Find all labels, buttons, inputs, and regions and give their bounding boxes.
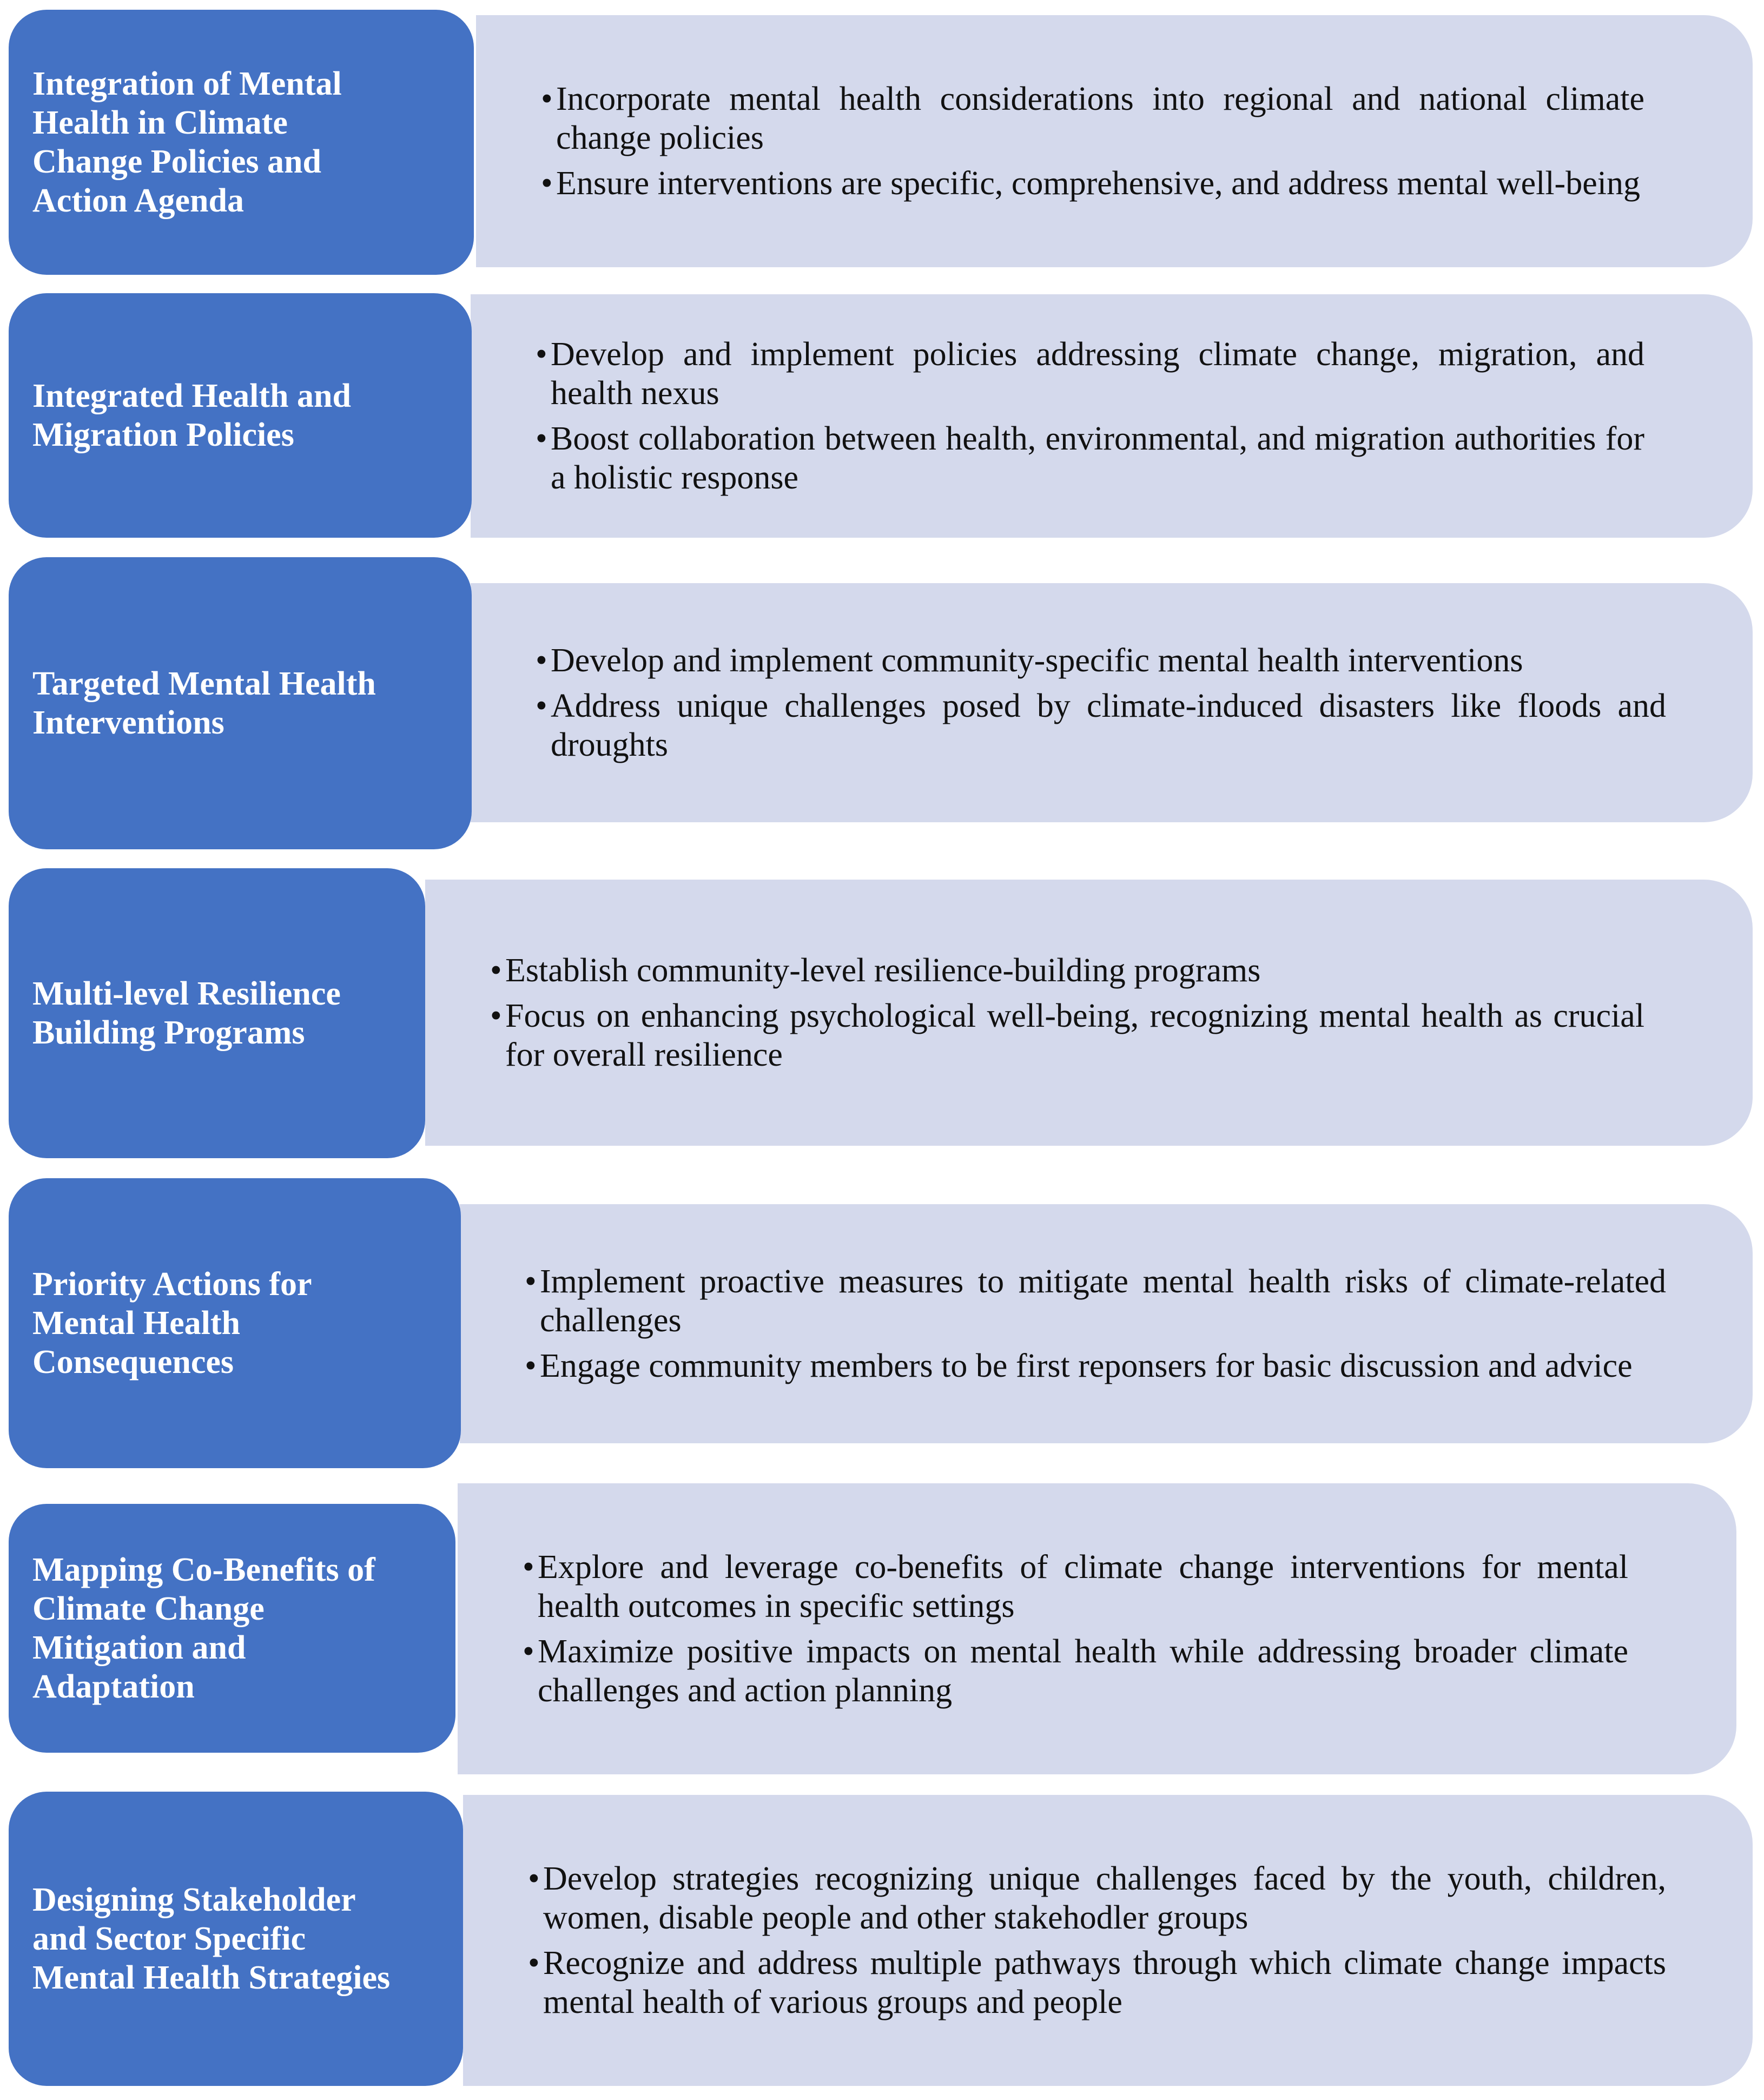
strategy-title-box-2 bbox=[9, 293, 472, 538]
bullet-marker: • bbox=[541, 81, 553, 117]
bullet-item: • Incorporate mental health considerations into regional and national climate change policies bbox=[541, 81, 1644, 156]
strategy-title-box-4 bbox=[9, 868, 425, 1158]
bullet-marker: • bbox=[490, 952, 502, 989]
strategy-title-box-6 bbox=[9, 1504, 455, 1753]
bullet-marker: • bbox=[536, 688, 547, 724]
strategy-title-box-5 bbox=[9, 1178, 461, 1468]
strategy-title-7: Designing Stakeholder and Sector Specific Mental Health Strategies bbox=[32, 1881, 391, 1996]
bullet-item: • Establish community-level resilience-building programs bbox=[490, 952, 1261, 989]
bullet-item: • Develop and implement community-specific mental health interventions bbox=[536, 642, 1523, 679]
bullet-item: • Explore and leverage co-benefits of climate change interventions for mental health outcomes in specific settings bbox=[523, 1549, 1628, 1624]
strategy-title-6: Mapping Co-Benefits of Climate Change Mitigation and Adaptation bbox=[32, 1551, 375, 1705]
bullet-item: • Boost collaboration between health, environmental, and migration authorities for a holistic response bbox=[536, 420, 1644, 496]
strategy-details-box-7 bbox=[463, 1795, 1753, 2086]
bullet-marker: • bbox=[536, 336, 547, 373]
strategy-title-box-3 bbox=[9, 557, 472, 849]
bullet-marker: • bbox=[490, 998, 502, 1034]
bullet-item: • Recognize and address multiple pathways through which climate change impacts mental health of various groups and people bbox=[528, 1945, 1666, 2020]
bullet-marker: • bbox=[536, 642, 547, 679]
bullet-marker: • bbox=[536, 420, 547, 457]
strategy-title-2: Integrated Health and Migration Policies bbox=[32, 378, 351, 453]
bullet-item: • Maximize positive impacts on mental health while addressing broader climate challenges and action planning bbox=[523, 1633, 1628, 1709]
strategy-title-3: Targeted Mental Health Interventions bbox=[32, 665, 376, 741]
strategy-details-box-2 bbox=[471, 294, 1753, 538]
strategy-details-box-3 bbox=[471, 583, 1753, 822]
bullet-item: • Ensure interventions are specific, comprehensive, and address mental well-being bbox=[541, 165, 1640, 202]
strategy-title-box-7 bbox=[9, 1792, 463, 2086]
bullet-marker: • bbox=[541, 165, 553, 202]
bullet-item: • Implement proactive measures to mitigate mental health risks of climate-related challenges bbox=[525, 1263, 1666, 1339]
bullet-item: • Develop strategies recognizing unique challenges faced by the youth, children, women, disable people and other stakehodler groups bbox=[528, 1860, 1666, 1936]
bullet-marker: • bbox=[525, 1348, 537, 1384]
strategy-title-1: Integration of Mental Health in Climate Change Policies and Action Agenda bbox=[32, 65, 342, 219]
bullet-item: • Focus on enhancing psychological well-being, recognizing mental health as crucial for overall resilience bbox=[490, 998, 1644, 1073]
strategy-details-box-1 bbox=[476, 15, 1753, 267]
bullet-marker: • bbox=[523, 1633, 534, 1670]
strategy-details-box-4 bbox=[425, 880, 1753, 1146]
bullet-marker: • bbox=[528, 1860, 540, 1897]
bullet-marker: • bbox=[523, 1549, 534, 1586]
bullet-item: • Address unique challenges posed by climate-induced disasters like floods and droughts bbox=[536, 688, 1666, 763]
bullet-marker: • bbox=[525, 1263, 537, 1300]
strategy-details-box-6 bbox=[458, 1483, 1736, 1774]
strategy-details-box-5 bbox=[460, 1204, 1753, 1443]
bullet-item: • Engage community members to be first reponsers for basic discussion and advice bbox=[525, 1348, 1633, 1384]
strategy-title-5: Priority Actions for Mental Health Consequences bbox=[32, 1266, 312, 1381]
bullet-item: • Develop and implement policies addressing climate change, migration, and health nexus bbox=[536, 336, 1644, 412]
strategy-title-box-1 bbox=[9, 10, 474, 275]
strategy-title-4: Multi-level Resilience Building Programs bbox=[32, 975, 341, 1051]
bullet-marker: • bbox=[528, 1945, 540, 1982]
